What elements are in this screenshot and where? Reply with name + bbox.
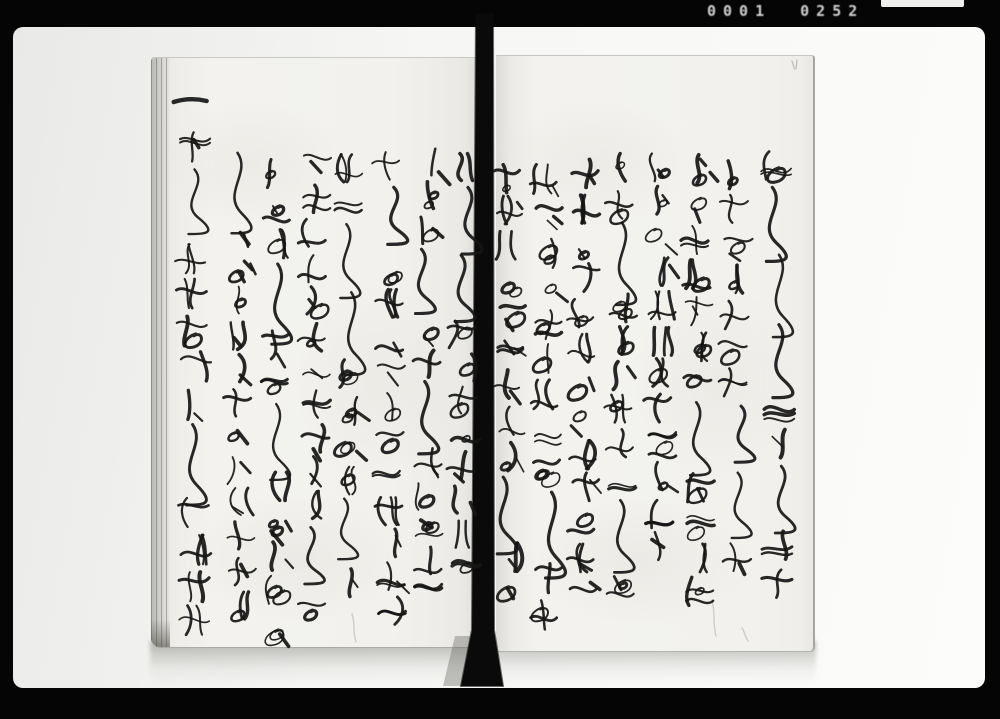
frame-counter: 0001 0252 (707, 2, 865, 20)
right-page (496, 55, 815, 652)
film-edge-tab (881, 0, 964, 7)
left-page (151, 57, 476, 648)
left-page-fore-edge (151, 58, 170, 647)
